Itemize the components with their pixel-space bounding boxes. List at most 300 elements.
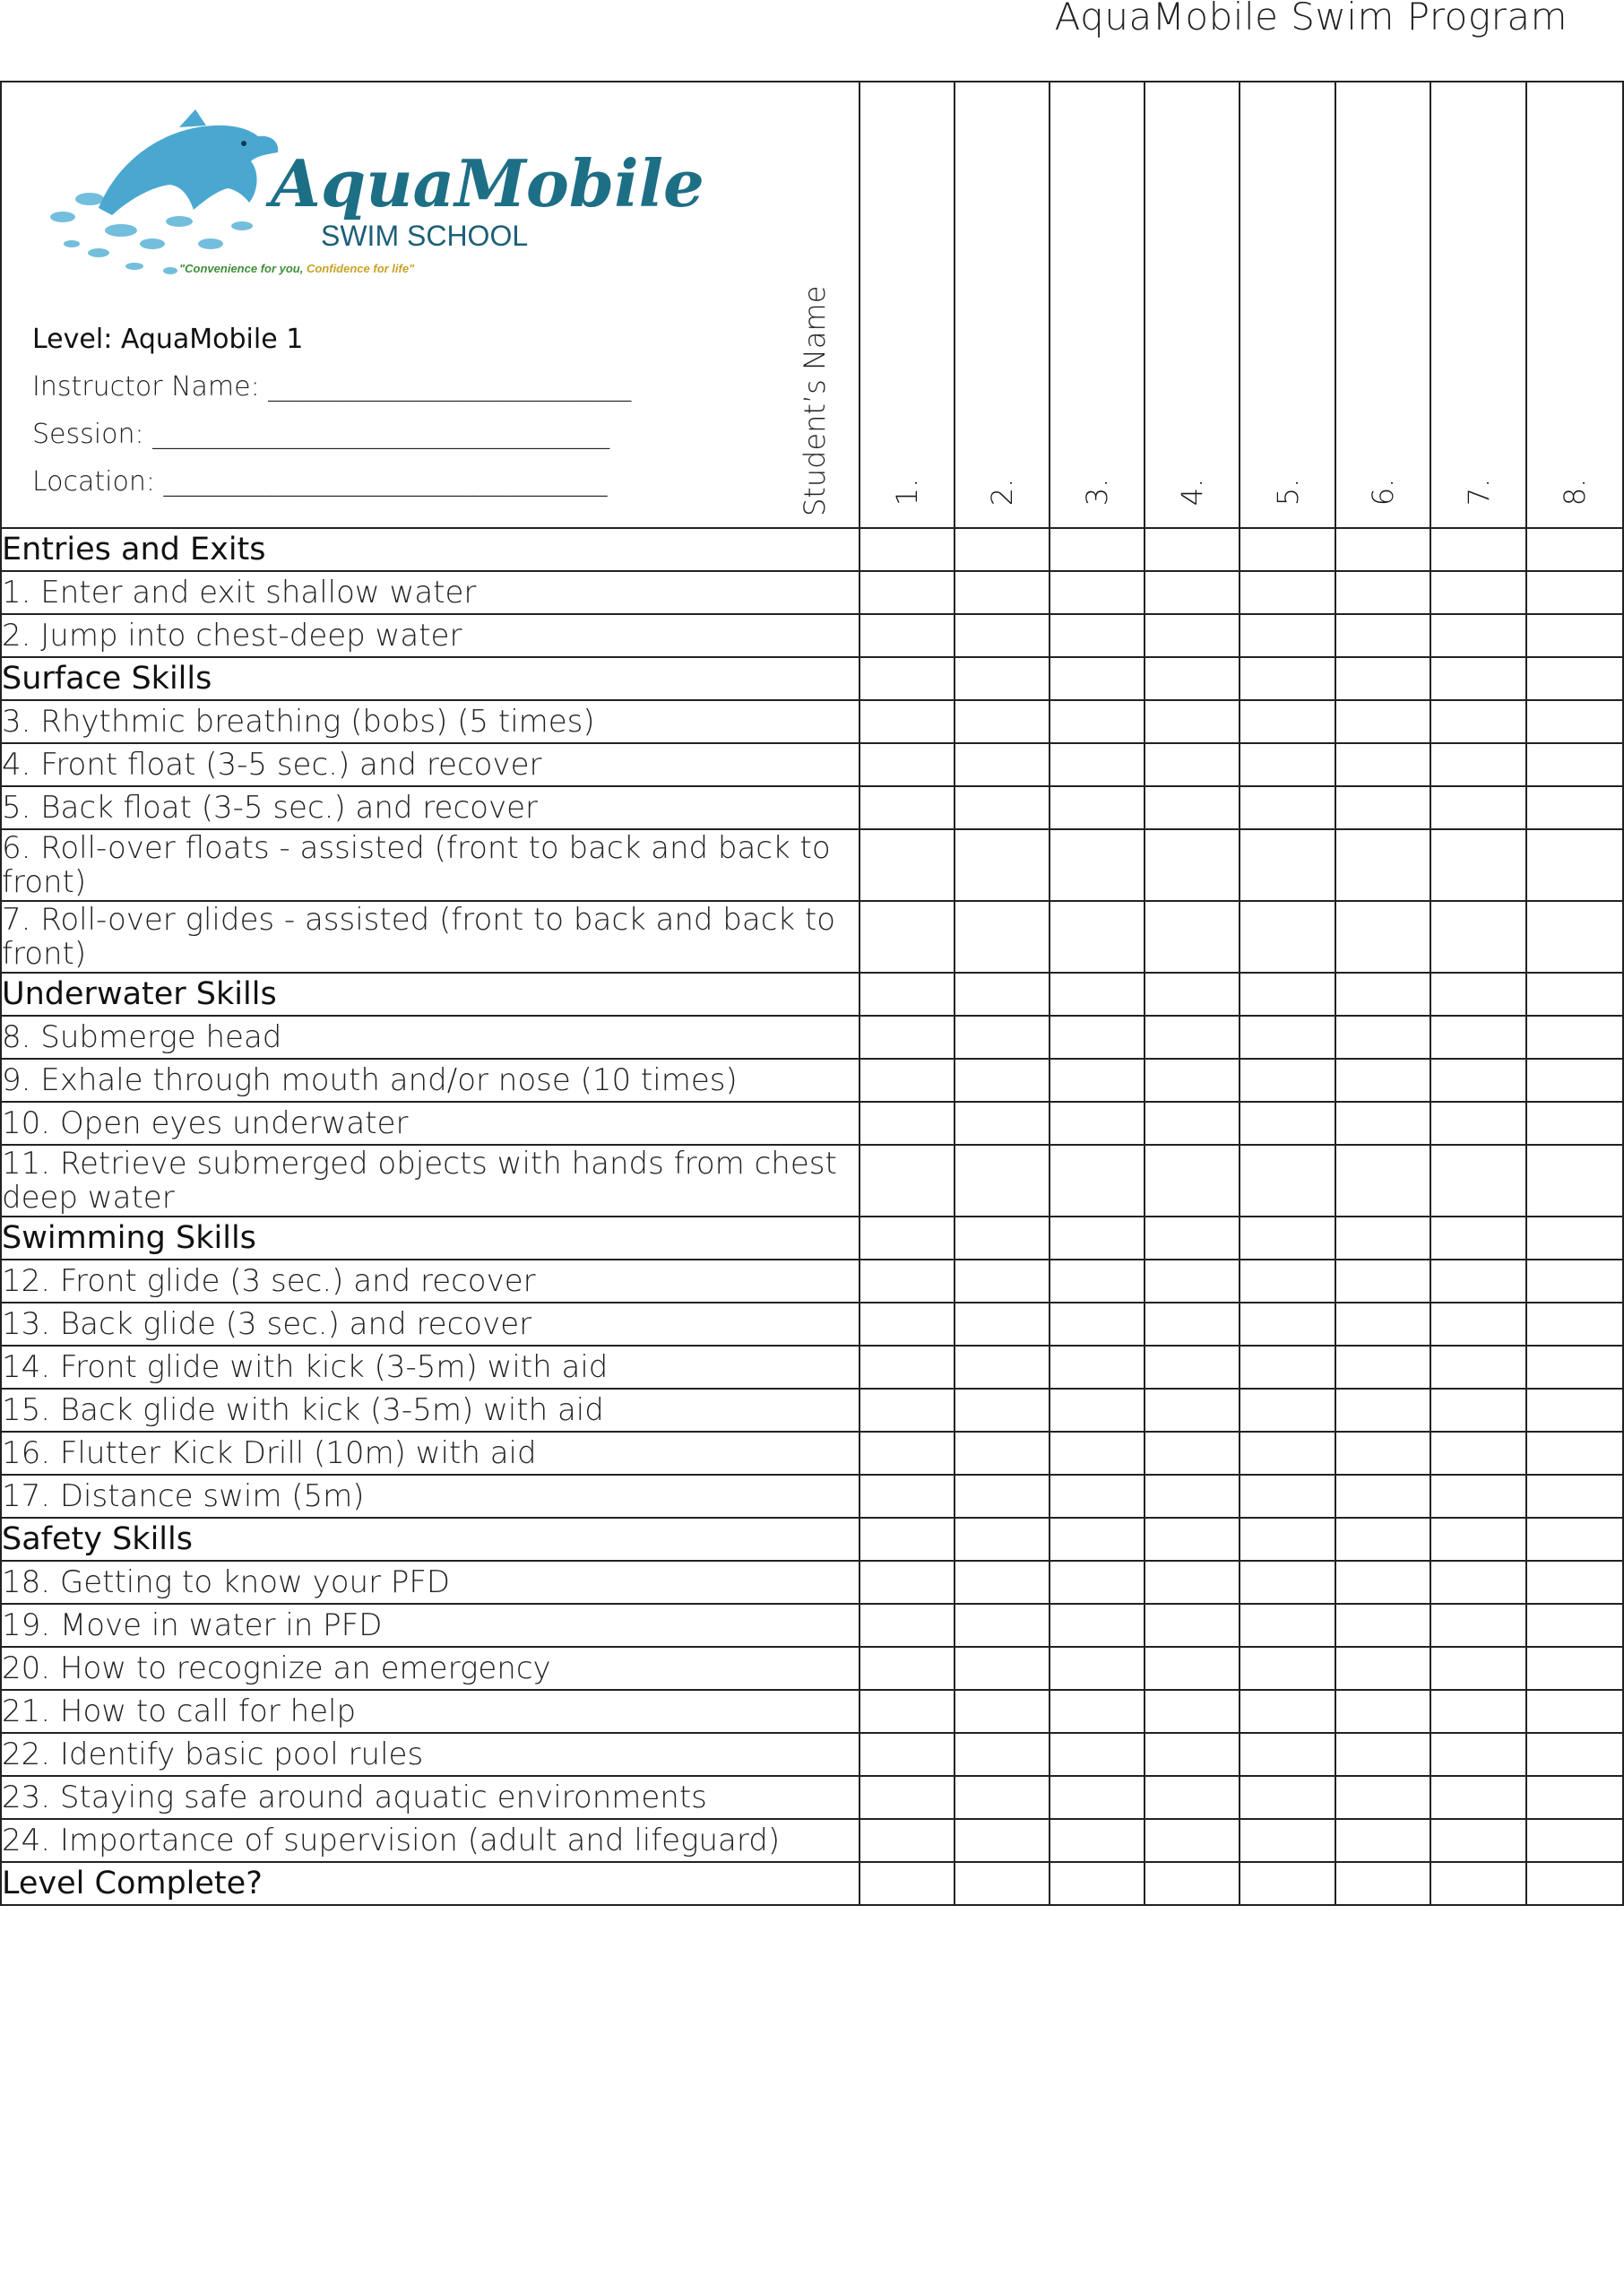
check-cell[interactable] [1335,1432,1430,1475]
check-cell[interactable] [955,1303,1050,1346]
check-cell[interactable] [1240,1102,1335,1145]
check-cell[interactable] [1240,528,1335,571]
check-cell[interactable] [1335,700,1430,743]
check-cell[interactable] [1240,614,1335,657]
check-cell[interactable] [1050,1561,1145,1604]
check-cell[interactable] [1240,1733,1335,1776]
check-cell[interactable] [955,1862,1050,1905]
check-cell[interactable] [1526,1647,1623,1690]
check-cell[interactable] [1430,1059,1526,1102]
check-cell[interactable] [1145,1432,1240,1475]
check-cell[interactable] [1145,973,1240,1016]
column-number: 7. [1461,478,1496,507]
check-cell[interactable] [860,1690,955,1733]
skill-label: 22. Identify basic pool rules [1,1733,860,1776]
student-column-8[interactable] [1526,82,1623,528]
check-cell[interactable] [955,1217,1050,1260]
section-row [1,528,1623,571]
skill-row [1,1432,1623,1475]
check-cell[interactable] [1240,973,1335,1016]
check-cell[interactable] [860,1776,955,1819]
skills-checklist-table [0,81,1624,1906]
skill-row [1,1102,1623,1145]
check-cell[interactable] [1526,614,1623,657]
check-cell[interactable] [1240,786,1335,829]
check-cell[interactable] [1430,657,1526,700]
check-cell[interactable] [1145,1217,1240,1260]
skill-label: 6. Roll-over floats - assisted (front to back and back to front) [1,829,860,901]
check-cell[interactable] [1240,1862,1335,1905]
check-cell[interactable] [1526,1389,1623,1432]
check-cell[interactable] [1335,973,1430,1016]
check-cell[interactable] [860,1604,955,1647]
check-cell[interactable] [1145,1016,1240,1059]
check-cell[interactable] [1240,1561,1335,1604]
check-cell[interactable] [1335,1260,1430,1303]
check-cell[interactable] [1240,1647,1335,1690]
check-cell[interactable] [1240,1217,1335,1260]
check-cell[interactable] [1240,743,1335,786]
check-cell[interactable] [955,700,1050,743]
check-cell[interactable] [1145,1475,1240,1518]
check-cell[interactable] [955,1016,1050,1059]
skill-label: 4. Front float (3-5 sec.) and recover [1,743,860,786]
student-column-3[interactable] [1050,82,1145,528]
check-cell[interactable] [1240,1604,1335,1647]
check-cell[interactable] [1145,1647,1240,1690]
check-cell[interactable] [1335,1776,1430,1819]
check-cell[interactable] [860,1260,955,1303]
check-cell[interactable] [1145,1260,1240,1303]
check-cell[interactable] [1050,829,1145,901]
check-cell[interactable] [1050,571,1145,614]
check-cell[interactable] [860,1389,955,1432]
check-cell[interactable] [860,1432,955,1475]
check-cell[interactable] [1145,657,1240,700]
check-cell[interactable] [860,1647,955,1690]
check-cell[interactable] [955,829,1050,901]
check-cell[interactable] [955,1475,1050,1518]
check-cell[interactable] [1335,528,1430,571]
check-cell[interactable] [1050,973,1145,1016]
check-cell[interactable] [955,1432,1050,1475]
check-cell[interactable] [1430,1561,1526,1604]
check-cell[interactable] [1240,901,1335,973]
check-cell[interactable] [1430,1260,1526,1303]
check-cell[interactable] [1240,571,1335,614]
check-cell[interactable] [860,743,955,786]
student-column-7[interactable] [1430,82,1526,528]
check-cell[interactable] [955,614,1050,657]
check-cell[interactable] [1050,528,1145,571]
check-cell[interactable] [1050,1733,1145,1776]
check-cell[interactable] [1145,1862,1240,1905]
check-cell[interactable] [860,1059,955,1102]
check-cell[interactable] [1335,571,1430,614]
check-cell[interactable] [1430,1145,1526,1217]
skill-row [1,1346,1623,1389]
check-cell[interactable] [1430,1518,1526,1561]
skill-row [1,786,1623,829]
check-cell[interactable] [1526,1102,1623,1145]
check-cell[interactable] [1430,1102,1526,1145]
check-cell[interactable] [1335,1733,1430,1776]
check-cell[interactable] [1526,1604,1623,1647]
check-cell[interactable] [1050,1059,1145,1102]
check-cell[interactable] [1335,1819,1430,1862]
check-cell[interactable] [1145,614,1240,657]
check-cell[interactable] [1335,743,1430,786]
check-cell[interactable] [1430,700,1526,743]
check-cell[interactable] [860,973,955,1016]
check-cell[interactable] [1526,1690,1623,1733]
check-cell[interactable] [860,1475,955,1518]
check-cell[interactable] [1335,1217,1430,1260]
skill-label: 11. Retrieve submerged objects with hands from chest deep water [1,1145,860,1217]
check-cell[interactable] [1526,1217,1623,1260]
check-cell[interactable] [1050,1690,1145,1733]
check-cell[interactable] [955,1733,1050,1776]
check-cell[interactable] [1050,1303,1145,1346]
check-cell[interactable] [1526,1016,1623,1059]
check-cell[interactable] [1145,1561,1240,1604]
check-cell[interactable] [1526,1518,1623,1561]
check-cell[interactable] [1050,1647,1145,1690]
check-cell[interactable] [1335,1389,1430,1432]
skill-label: 7. Roll-over glides - assisted (front to back and back to front) [1,901,860,973]
check-cell[interactable] [1240,700,1335,743]
check-cell[interactable] [955,973,1050,1016]
check-cell[interactable] [1240,1819,1335,1862]
check-cell[interactable] [1240,1016,1335,1059]
check-cell[interactable] [1145,700,1240,743]
check-cell[interactable] [955,1059,1050,1102]
check-cell[interactable] [1526,1145,1623,1217]
check-cell[interactable] [1050,614,1145,657]
check-cell[interactable] [1526,571,1623,614]
check-cell[interactable] [1240,1475,1335,1518]
skill-row [1,1604,1623,1647]
check-cell[interactable] [1430,1776,1526,1819]
skill-label: 8. Submerge head [1,1016,860,1059]
check-cell[interactable] [860,700,955,743]
dolphin-icon [99,126,278,215]
check-cell[interactable] [1145,1690,1240,1733]
check-cell[interactable] [1050,657,1145,700]
section-heading: Safety Skills [1,1518,860,1561]
check-cell[interactable] [955,1647,1050,1690]
skill-label: 9. Exhale through mouth and/or nose (10 times) [1,1059,860,1102]
check-cell[interactable] [1526,1432,1623,1475]
skill-row [1,1389,1623,1432]
check-cell[interactable] [860,1862,955,1905]
check-cell[interactable] [1145,1059,1240,1102]
check-cell[interactable] [1430,614,1526,657]
check-cell[interactable] [955,786,1050,829]
check-cell[interactable] [1335,657,1430,700]
check-cell[interactable] [955,1102,1050,1145]
check-cell[interactable] [1335,1690,1430,1733]
check-cell[interactable] [1145,786,1240,829]
section-row [1,973,1623,1016]
check-cell[interactable] [1526,1819,1623,1862]
check-cell[interactable] [860,786,955,829]
check-cell[interactable] [1145,1819,1240,1862]
check-cell[interactable] [860,1303,955,1346]
skill-label: 21. How to call for help [1,1690,860,1733]
section-heading: Underwater Skills [1,973,860,1016]
check-cell[interactable] [1526,1733,1623,1776]
check-cell[interactable] [1335,1475,1430,1518]
check-cell[interactable] [1335,1059,1430,1102]
check-cell[interactable] [1145,1102,1240,1145]
check-cell[interactable] [1145,1733,1240,1776]
check-cell[interactable] [1335,1016,1430,1059]
skill-row [1,614,1623,657]
check-cell[interactable] [955,1389,1050,1432]
check-cell[interactable] [1526,528,1623,571]
check-cell[interactable] [1145,1604,1240,1647]
check-cell[interactable] [955,1561,1050,1604]
check-cell[interactable] [1430,1862,1526,1905]
check-cell[interactable] [1526,901,1623,973]
svg-text:AquaMobile: AquaMobile [271,145,704,221]
check-cell[interactable] [1430,901,1526,973]
check-cell[interactable] [955,528,1050,571]
check-cell[interactable] [860,614,955,657]
student-column-4[interactable] [1145,82,1240,528]
check-cell[interactable] [1430,1690,1526,1733]
check-cell[interactable] [1335,1862,1430,1905]
check-cell[interactable] [1526,1776,1623,1819]
aquamobile-logo [36,109,704,316]
check-cell[interactable] [1240,1059,1335,1102]
check-cell[interactable] [1145,1145,1240,1217]
skill-row [1,1561,1623,1604]
check-cell[interactable] [1240,657,1335,700]
check-cell[interactable] [1526,1475,1623,1518]
check-cell[interactable] [955,901,1050,973]
check-cell[interactable] [1430,1303,1526,1346]
skill-label: 20. How to recognize an emergency [1,1647,860,1690]
check-cell[interactable] [1050,1475,1145,1518]
check-cell[interactable] [1526,1260,1623,1303]
student-column-6[interactable] [1335,82,1430,528]
check-cell[interactable] [1430,1733,1526,1776]
check-cell[interactable] [1526,1303,1623,1346]
section-row [1,1518,1623,1561]
check-cell[interactable] [1145,1389,1240,1432]
check-cell[interactable] [1050,1432,1145,1475]
check-cell[interactable] [1430,1346,1526,1389]
check-cell[interactable] [1145,743,1240,786]
check-cell[interactable] [955,1604,1050,1647]
check-cell[interactable] [955,1690,1050,1733]
check-cell[interactable] [1526,786,1623,829]
skill-label: 3. Rhythmic breathing (bobs) (5 times) [1,700,860,743]
check-cell[interactable] [860,1016,955,1059]
section-row [1,1217,1623,1260]
check-cell[interactable] [860,1145,955,1217]
check-cell[interactable] [1240,1389,1335,1432]
check-cell[interactable] [955,657,1050,700]
check-cell[interactable] [860,1733,955,1776]
check-cell[interactable] [860,528,955,571]
check-cell[interactable] [1050,1604,1145,1647]
skill-label: 5. Back float (3-5 sec.) and recover [1,786,860,829]
check-cell[interactable] [1240,1432,1335,1475]
check-cell[interactable] [1145,1776,1240,1819]
check-cell[interactable] [1050,1145,1145,1217]
check-cell[interactable] [1430,1217,1526,1260]
check-cell[interactable] [1526,1862,1623,1905]
check-cell[interactable] [860,1217,955,1260]
check-cell[interactable] [1145,528,1240,571]
check-cell[interactable] [860,1102,955,1145]
section-heading: Level Complete? [1,1862,860,1905]
check-cell[interactable] [1430,829,1526,901]
check-cell[interactable] [1430,1604,1526,1647]
check-cell[interactable] [955,1145,1050,1217]
svg-text:"Convenience for you, Confiden: "Convenience for you, Confidence for life" [179,262,415,275]
section-row [1,1862,1623,1905]
check-cell[interactable] [955,1819,1050,1862]
skill-row [1,901,1623,973]
check-cell[interactable] [1526,1561,1623,1604]
check-cell[interactable] [1145,829,1240,901]
check-cell[interactable] [1335,1518,1430,1561]
column-number: 3. [1080,478,1114,507]
check-cell[interactable] [1240,829,1335,901]
check-cell[interactable] [1430,1819,1526,1862]
check-cell[interactable] [1430,571,1526,614]
check-cell[interactable] [1335,901,1430,973]
check-cell[interactable] [1526,700,1623,743]
header-info-cell [1,82,860,528]
check-cell[interactable] [1050,1518,1145,1561]
check-cell[interactable] [1050,700,1145,743]
check-cell[interactable] [1430,1475,1526,1518]
skill-label: 18. Getting to know your PFD [1,1561,860,1604]
check-cell[interactable] [1050,1862,1145,1905]
student-column-2[interactable] [955,82,1050,528]
check-cell[interactable] [1240,1776,1335,1819]
check-cell[interactable] [1335,1145,1430,1217]
check-cell[interactable] [1526,1346,1623,1389]
check-cell[interactable] [1526,743,1623,786]
check-cell[interactable] [1240,1303,1335,1346]
check-cell[interactable] [1430,1016,1526,1059]
check-cell[interactable] [1050,1217,1145,1260]
check-cell[interactable] [1050,1346,1145,1389]
check-cell[interactable] [1240,1260,1335,1303]
check-cell[interactable] [860,829,955,901]
column-number: 4. [1175,478,1209,507]
location-field[interactable]: Location: _________________________________ [32,466,608,498]
skill-row [1,1260,1623,1303]
check-cell[interactable] [1526,829,1623,901]
skill-row [1,1016,1623,1059]
session-field[interactable]: Session: __________________________________ [32,419,610,450]
check-cell[interactable] [1430,1647,1526,1690]
skill-label: 15. Back glide with kick (3-5m) with aid [1,1389,860,1432]
skill-row [1,1145,1623,1217]
student-column-5[interactable] [1240,82,1335,528]
check-cell[interactable] [1145,1346,1240,1389]
check-cell[interactable] [955,1518,1050,1561]
check-cell[interactable] [1050,1102,1145,1145]
check-cell[interactable] [1145,571,1240,614]
check-cell[interactable] [860,1346,955,1389]
check-cell[interactable] [1050,1389,1145,1432]
check-cell[interactable] [1050,786,1145,829]
check-cell[interactable] [955,571,1050,614]
check-cell[interactable] [1430,1389,1526,1432]
check-cell[interactable] [1240,1518,1335,1561]
check-cell[interactable] [1050,1819,1145,1862]
program-title: AquaMobile Swim Program [1054,0,1568,39]
check-cell[interactable] [1145,1303,1240,1346]
skill-label: 13. Back glide (3 sec.) and recover [1,1303,860,1346]
check-cell[interactable] [1335,1102,1430,1145]
skill-label: 14. Front glide with kick (3-5m) with aid [1,1346,860,1389]
check-cell[interactable] [1050,1016,1145,1059]
student-column-1[interactable] [860,82,955,528]
check-cell[interactable] [1240,1145,1335,1217]
skill-row [1,829,1623,901]
skill-label: 1. Enter and exit shallow water [1,571,860,614]
check-cell[interactable] [1240,1346,1335,1389]
check-cell[interactable] [860,1819,955,1862]
check-cell[interactable] [860,901,955,973]
check-cell[interactable] [1526,973,1623,1016]
check-cell[interactable] [955,1776,1050,1819]
check-cell[interactable] [1145,901,1240,973]
check-cell[interactable] [1430,786,1526,829]
check-cell[interactable] [860,657,955,700]
check-cell[interactable] [1145,1518,1240,1561]
check-cell[interactable] [1335,614,1430,657]
check-cell[interactable] [1430,528,1526,571]
students-name-label: Student’s Name [798,285,832,516]
check-cell[interactable] [1335,1303,1430,1346]
check-cell[interactable] [860,571,955,614]
check-cell[interactable] [1050,1260,1145,1303]
instructor-name-field[interactable]: Instructor Name: ___________________________ [32,371,632,403]
check-cell[interactable] [1526,1059,1623,1102]
check-cell[interactable] [1240,1690,1335,1733]
check-cell[interactable] [955,743,1050,786]
check-cell[interactable] [1526,657,1623,700]
check-cell[interactable] [860,1518,955,1561]
check-cell[interactable] [1335,1561,1430,1604]
check-cell[interactable] [955,1260,1050,1303]
check-cell[interactable] [1430,1432,1526,1475]
check-cell[interactable] [1430,743,1526,786]
check-cell[interactable] [1050,743,1145,786]
check-cell[interactable] [955,1346,1050,1389]
check-cell[interactable] [1335,786,1430,829]
check-cell[interactable] [1335,1604,1430,1647]
check-cell[interactable] [1335,1346,1430,1389]
check-cell[interactable] [1335,829,1430,901]
check-cell[interactable] [1335,1647,1430,1690]
section-heading: Surface Skills [1,657,860,700]
check-cell[interactable] [860,1561,955,1604]
check-cell[interactable] [1050,901,1145,973]
check-cell[interactable] [1050,1776,1145,1819]
check-cell[interactable] [1430,973,1526,1016]
